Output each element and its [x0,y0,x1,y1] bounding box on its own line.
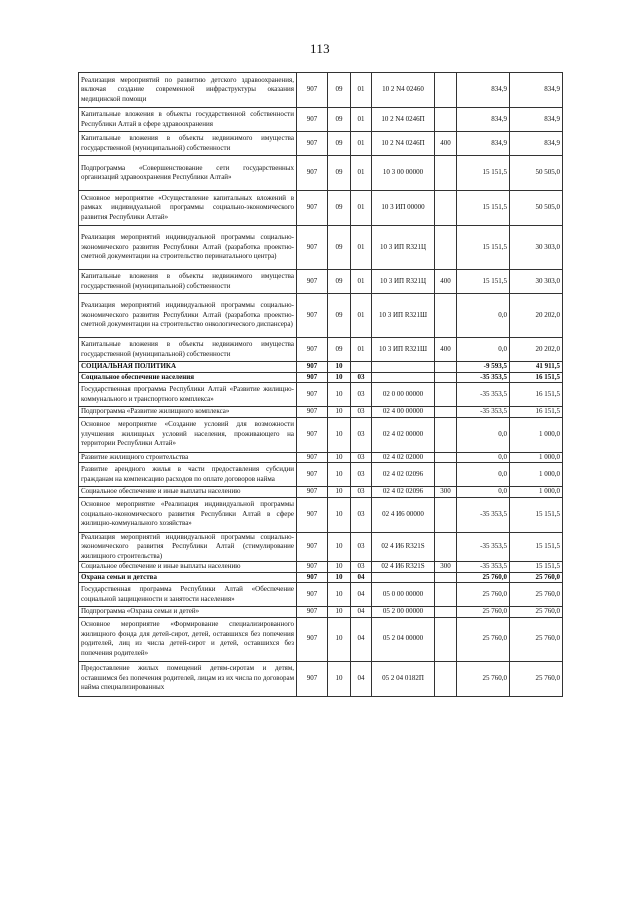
row-target-article [372,572,435,583]
row-ministry-code: 907 [297,338,328,362]
row-ministry-code: 907 [297,383,328,407]
row-amount-year-1: 0,0 [457,338,510,362]
table-row [79,383,563,407]
row-section-code: 10 [328,362,351,373]
table-row [79,417,563,452]
row-amount-year-2: 15 151,5 [510,562,563,573]
row-expense-type [435,226,457,270]
row-subsection-code: 03 [351,532,372,562]
table-row [79,661,563,696]
row-expense-type [435,497,457,532]
row-amount-year-2: 834,9 [510,132,563,156]
row-expense-type [435,661,457,696]
row-subsection-code: 04 [351,572,372,583]
row-section-code: 10 [328,372,351,383]
row-subsection-code: 03 [351,463,372,487]
row-name: Капитальные вложения в объекты недвижимого имущества государственной (муниципальной) собственности [79,270,297,294]
row-ministry-code: 907 [297,452,328,463]
row-amount-year-1: 834,9 [457,108,510,132]
row-amount-year-2: 1 000,0 [510,463,563,487]
row-target-article: 10 3 ИП R321Ц [372,226,435,270]
row-amount-year-2: 30 303,0 [510,226,563,270]
row-amount-year-1: 0,0 [457,452,510,463]
row-ministry-code: 907 [297,407,328,418]
row-ministry-code: 907 [297,487,328,498]
row-subsection-code: 03 [351,407,372,418]
row-amount-year-1: 25 760,0 [457,583,510,607]
row-amount-year-1: 0,0 [457,294,510,338]
table-row [79,226,563,270]
row-section-code: 10 [328,497,351,532]
table-row [79,132,563,156]
row-name: Основное мероприятие «Формирование специализированного жилищного фонда для детей-сирот, детей, оставшихся без попечения родителей, лиц из числа детей-сирот и детей, оставшихся без попечения родителей» [79,617,297,661]
row-amount-year-1: -35 353,5 [457,372,510,383]
row-amount-year-2: 1 000,0 [510,487,563,498]
row-section-code: 10 [328,583,351,607]
row-target-article: 10 2 N4 0246П [372,108,435,132]
row-subsection-code: 01 [351,338,372,362]
row-amount-year-2: 41 911,5 [510,362,563,373]
row-ministry-code: 907 [297,108,328,132]
row-expense-type [435,617,457,661]
row-amount-year-2: 1 000,0 [510,452,563,463]
row-subsection-code: 01 [351,132,372,156]
row-subsection-code: 01 [351,73,372,108]
row-amount-year-2: 16 151,5 [510,372,563,383]
row-amount-year-2: 834,9 [510,73,563,108]
row-name: Подпрограмма «Совершенствование сети государственных организаций здравоохранения Республики Алтай» [79,156,297,191]
row-ministry-code: 907 [297,607,328,618]
row-subsection-code: 04 [351,583,372,607]
row-amount-year-1: 15 151,5 [457,226,510,270]
row-section-code: 10 [328,661,351,696]
row-name: Развитие арендного жилья в части предоставления субсидии гражданам на компенсацию расходов по оплате договоров найма [79,463,297,487]
row-amount-year-2: 15 151,5 [510,497,563,532]
row-target-article: 02 0 00 00000 [372,383,435,407]
row-section-code: 09 [328,226,351,270]
row-section-code: 09 [328,270,351,294]
row-subsection-code: 04 [351,617,372,661]
row-name: Основное мероприятие «Осуществление капитальных вложений в рамках индивидуальной программы социально-экономического развития Республики Алтай» [79,191,297,226]
row-ministry-code: 907 [297,73,328,108]
row-amount-year-2: 1 000,0 [510,417,563,452]
table-row [79,372,563,383]
table-row [79,487,563,498]
row-target-article: 10 3 ИП R321Ц [372,270,435,294]
row-name: Государственная программа Республики Алтай «Развитие жилищно-коммунального и транспортного комплекса» [79,383,297,407]
row-amount-year-2: 25 760,0 [510,617,563,661]
row-ministry-code: 907 [297,617,328,661]
row-name: Реализация мероприятий по развитию детского здравоохранения, включая создание современной инфраструктуры оказания медицинской помощи [79,73,297,108]
table-row [79,497,563,532]
row-expense-type: 400 [435,338,457,362]
row-subsection-code: 03 [351,383,372,407]
row-ministry-code: 907 [297,572,328,583]
row-section-code: 10 [328,487,351,498]
row-subsection-code: 03 [351,452,372,463]
row-expense-type [435,407,457,418]
row-ministry-code: 907 [297,156,328,191]
row-subsection-code: 03 [351,562,372,573]
row-section-code: 10 [328,562,351,573]
row-expense-type [435,383,457,407]
row-ministry-code: 907 [297,372,328,383]
row-ministry-code: 907 [297,463,328,487]
row-expense-type [435,532,457,562]
row-subsection-code: 03 [351,497,372,532]
row-subsection-code: 03 [351,417,372,452]
row-amount-year-2: 15 151,5 [510,532,563,562]
row-target-article: 05 2 04 00000 [372,617,435,661]
row-expense-type: 300 [435,562,457,573]
row-target-article: 02 4 02 02096 [372,463,435,487]
row-ministry-code: 907 [297,270,328,294]
row-ministry-code: 907 [297,532,328,562]
row-expense-type [435,463,457,487]
row-ministry-code: 907 [297,191,328,226]
table-row [79,270,563,294]
row-amount-year-1: -35 353,5 [457,532,510,562]
row-section-code: 10 [328,407,351,418]
row-amount-year-1: 0,0 [457,417,510,452]
row-expense-type: 300 [435,487,457,498]
row-name: Развитие жилищного строительства [79,452,297,463]
row-amount-year-2: 50 505,0 [510,191,563,226]
row-target-article: 10 3 ИП R321Ш [372,294,435,338]
row-amount-year-1: 0,0 [457,487,510,498]
row-section-code: 09 [328,338,351,362]
row-expense-type [435,156,457,191]
row-expense-type [435,108,457,132]
row-name: Основное мероприятие «Создание условий для возможности улучшения жилищных условий населения, проживающего на территории Республики Алтай» [79,417,297,452]
row-subsection-code: 01 [351,270,372,294]
row-subsection-code: 01 [351,226,372,270]
table-row [79,338,563,362]
row-target-article: 02 4 00 00000 [372,407,435,418]
row-amount-year-1: 25 760,0 [457,661,510,696]
row-name: Социальное обеспечение населения [79,372,297,383]
row-amount-year-1: 834,9 [457,132,510,156]
row-amount-year-2: 20 202,0 [510,294,563,338]
row-subsection-code: 03 [351,372,372,383]
row-name: Социальное обеспечение и иные выплаты населению [79,487,297,498]
row-target-article: 02 4 02 02000 [372,452,435,463]
row-section-code: 09 [328,108,351,132]
row-expense-type [435,452,457,463]
row-amount-year-2: 50 505,0 [510,156,563,191]
row-section-code: 09 [328,294,351,338]
row-ministry-code: 907 [297,226,328,270]
row-expense-type [435,294,457,338]
row-amount-year-1: -35 353,5 [457,562,510,573]
row-section-code: 10 [328,452,351,463]
row-target-article: 10 3 ИП 00000 [372,191,435,226]
table-row [79,463,563,487]
row-section-code: 09 [328,73,351,108]
row-subsection-code: 01 [351,294,372,338]
table-row [79,607,563,618]
row-name: Предоставление жилых помещений детям-сиротам и детям, оставшимся без попечения родителей, лицам из их числа по договорам найма специализированных [79,661,297,696]
row-name: Реализация мероприятий индивидуальной программы социально-экономического развития Республики Алтай (стимулирование жилищного строительства) [79,532,297,562]
row-amount-year-1: 25 760,0 [457,617,510,661]
row-amount-year-1: -35 353,5 [457,383,510,407]
row-subsection-code: 04 [351,607,372,618]
row-amount-year-2: 834,9 [510,108,563,132]
row-amount-year-1: 834,9 [457,73,510,108]
row-target-article: 02 4 02 02096 [372,487,435,498]
row-expense-type [435,191,457,226]
table-row [79,73,563,108]
row-target-article: 05 2 00 00000 [372,607,435,618]
table-row [79,617,563,661]
row-amount-year-1: -9 593,5 [457,362,510,373]
row-target-article: 05 2 04 0182П [372,661,435,696]
row-subsection-code: 01 [351,191,372,226]
row-name: Подпрограмма «Охрана семьи и детей» [79,607,297,618]
row-amount-year-1: 25 760,0 [457,572,510,583]
row-ministry-code: 907 [297,132,328,156]
row-amount-year-2: 16 151,5 [510,407,563,418]
row-amount-year-2: 25 760,0 [510,661,563,696]
row-target-article [372,362,435,373]
budget-table [78,72,563,697]
row-target-article: 10 2 N4 0246П [372,132,435,156]
row-target-article: 02 4 И6 00000 [372,497,435,532]
row-target-article [372,372,435,383]
table-row [79,562,563,573]
row-name: Реализация мероприятий индивидуальной программы социально-экономического развития Республики Алтай (разработка проектно-сметной документации на строительство перинатального центра) [79,226,297,270]
table-row [79,452,563,463]
table-row [79,294,563,338]
row-name: Капитальные вложения в объекты недвижимого имущества государственной (муниципальной) собственности [79,132,297,156]
row-section-code: 09 [328,132,351,156]
row-section-code: 10 [328,572,351,583]
row-amount-year-1: 25 760,0 [457,607,510,618]
row-expense-type [435,372,457,383]
row-amount-year-2: 25 760,0 [510,607,563,618]
row-amount-year-1: 15 151,5 [457,270,510,294]
row-expense-type [435,417,457,452]
row-target-article: 10 3 00 00000 [372,156,435,191]
table-row [79,407,563,418]
table-row [79,532,563,562]
row-section-code: 10 [328,383,351,407]
row-name: Капитальные вложения в объекты недвижимого имущества государственной (муниципальной) собственности [79,338,297,362]
table-row [79,108,563,132]
row-ministry-code: 907 [297,661,328,696]
row-ministry-code: 907 [297,417,328,452]
row-ministry-code: 907 [297,497,328,532]
row-amount-year-2: 16 151,5 [510,383,563,407]
row-expense-type [435,583,457,607]
row-amount-year-1: -35 353,5 [457,497,510,532]
row-name: СОЦИАЛЬНАЯ ПОЛИТИКА [79,362,297,373]
row-name: Реализация мероприятий индивидуальной программы социально-экономического развития Республики Алтай (разработка проектно-сметной документации на строительство онкологического диспансера) [79,294,297,338]
row-amount-year-1: 0,0 [457,463,510,487]
row-expense-type: 400 [435,132,457,156]
row-target-article: 02 4 И6 R321S [372,562,435,573]
row-section-code: 10 [328,417,351,452]
row-amount-year-1: 15 151,5 [457,156,510,191]
row-expense-type [435,362,457,373]
row-amount-year-2: 25 760,0 [510,572,563,583]
table-row [79,191,563,226]
row-subsection-code: 03 [351,487,372,498]
row-section-code: 10 [328,532,351,562]
row-name: Охрана семьи и детства [79,572,297,583]
row-expense-type [435,73,457,108]
budget-table-body [79,73,563,697]
row-name: Социальное обеспечение и иные выплаты населению [79,562,297,573]
row-section-code: 10 [328,463,351,487]
row-target-article: 02 4 02 00000 [372,417,435,452]
row-ministry-code: 907 [297,583,328,607]
row-section-code: 10 [328,617,351,661]
row-amount-year-2: 20 202,0 [510,338,563,362]
row-expense-type: 400 [435,270,457,294]
row-target-article: 10 3 ИП R321Ш [372,338,435,362]
table-row [79,572,563,583]
row-subsection-code: 01 [351,108,372,132]
row-target-article: 10 2 N4 02460 [372,73,435,108]
row-amount-year-1: -35 353,5 [457,407,510,418]
row-target-article: 02 4 И6 R321S [372,532,435,562]
row-amount-year-2: 25 760,0 [510,583,563,607]
row-subsection-code: 04 [351,661,372,696]
row-expense-type [435,572,457,583]
row-ministry-code: 907 [297,294,328,338]
table-row [79,156,563,191]
row-section-code: 09 [328,156,351,191]
table-row [79,583,563,607]
row-section-code: 10 [328,607,351,618]
row-amount-year-1: 15 151,5 [457,191,510,226]
row-name: Подпрограмма «Развитие жилищного комплекса» [79,407,297,418]
page-number: 113 [310,41,330,56]
row-section-code: 09 [328,191,351,226]
row-name: Государственная программа Республики Алтай «Обеспечение социальной защищенности и занятости населения» [79,583,297,607]
row-amount-year-2: 30 303,0 [510,270,563,294]
row-expense-type [435,607,457,618]
row-ministry-code: 907 [297,362,328,373]
row-ministry-code: 907 [297,562,328,573]
table-row [79,362,563,373]
row-target-article: 05 0 00 00000 [372,583,435,607]
row-name: Капитальные вложения в объекты государственной собственности Республики Алтай в сфере здравоохранения [79,108,297,132]
row-subsection-code [351,362,372,373]
row-name: Основное мероприятие «Реализация индивидуальной программы социально-экономического развития Республики Алтай в сфере жилищно-коммунального хозяйства» [79,497,297,532]
row-subsection-code: 01 [351,156,372,191]
